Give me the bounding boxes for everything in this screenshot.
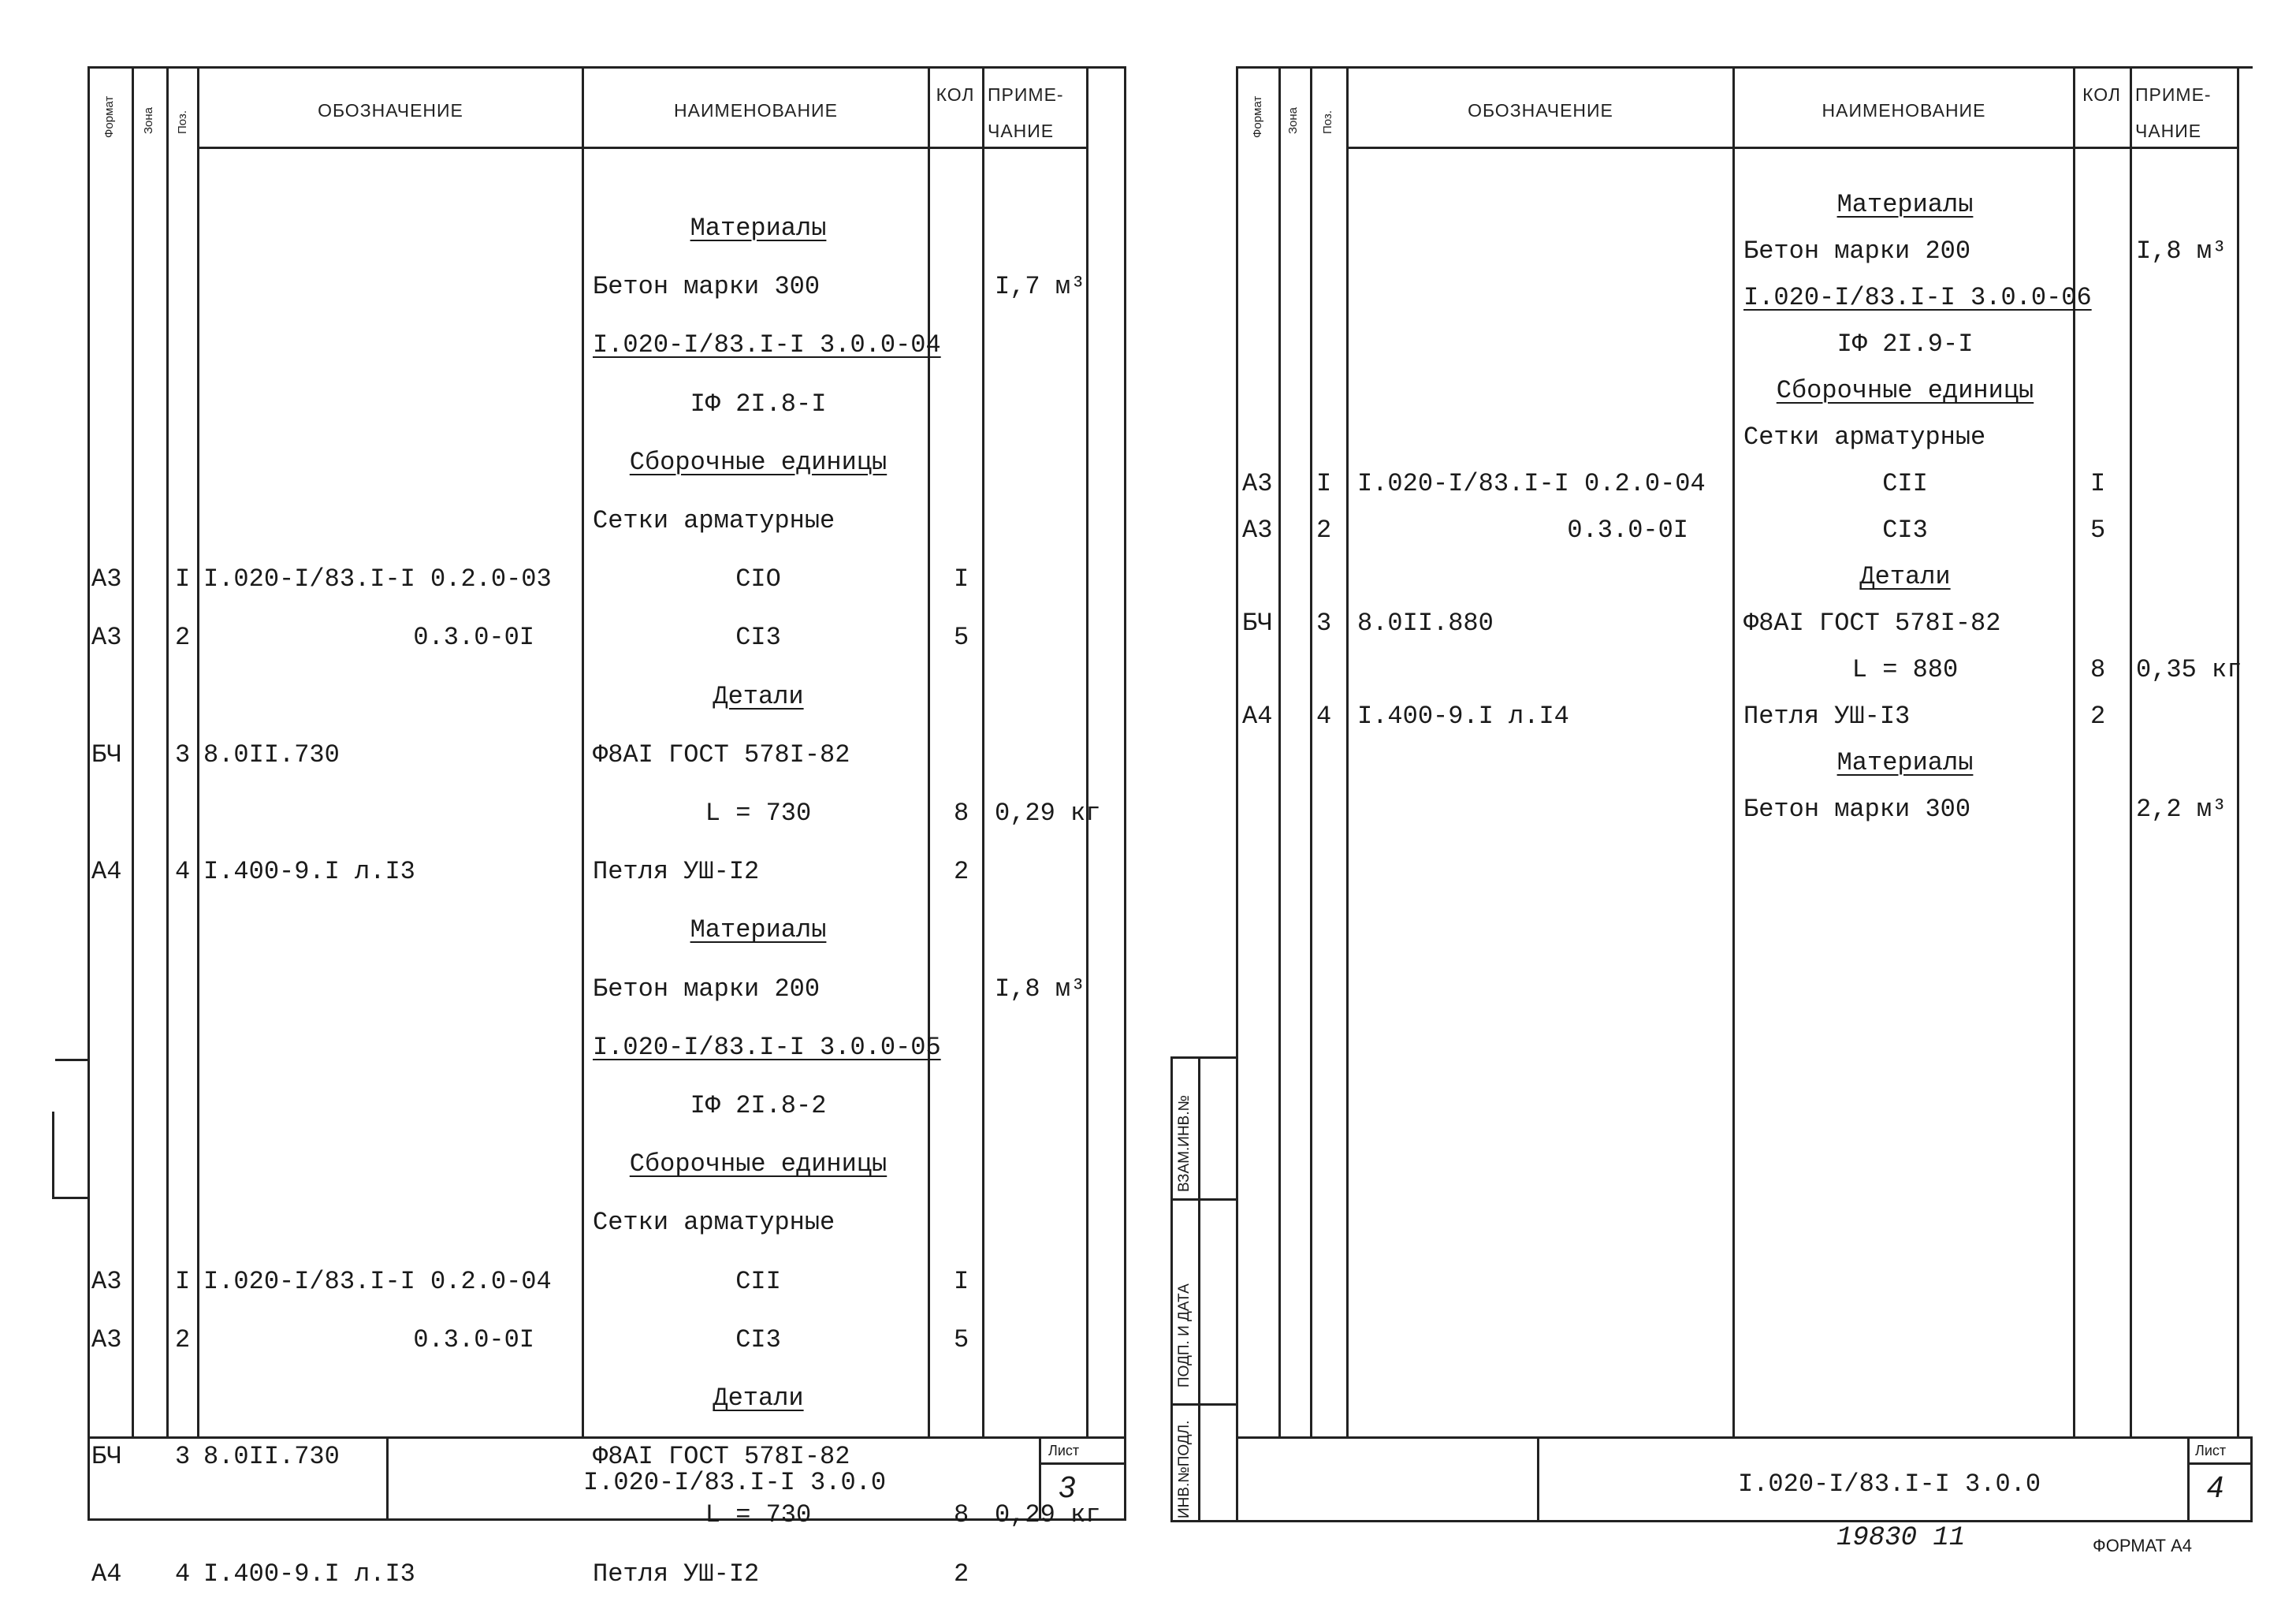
header-pos: Поз. [1321,110,1334,134]
cell-designation: I.020-I/83.I-I 0.2.0-03 [203,564,552,594]
cell-designation: I.400-9.I л.I4 [1357,702,1569,731]
cell-position: 4 [1316,702,1332,731]
cell-name: СI3 [1882,516,1928,545]
cell-name: Петля УШ-I2 [593,1559,760,1589]
cell-designation: 0.3.0-0I [1567,516,1688,545]
cell-quantity: I [954,1266,969,1296]
cell-name: Сетки арматурные [1743,423,1986,452]
cell-name: Бетон марки 300 [1743,795,1971,824]
cell-quantity: 8 [954,799,969,828]
cell-position: I [175,564,191,594]
cell-name: Сборочные единицы [1776,376,2034,405]
cell-quantity: 2 [2090,702,2106,731]
cell-name: СII [1882,469,1928,498]
stamp-sign-date: ПОДП. И ДАТА [1176,1283,1193,1388]
cell-name: Петля УШ-I2 [593,857,760,887]
cell-note: I,8 м³ [2136,237,2227,266]
doc-code: I.020-I/83.I-I 3.0.0 [583,1468,887,1497]
cell-position: I [1316,469,1332,498]
cell-position: 4 [175,1559,191,1589]
cell-name: Материалы [1836,748,1974,777]
cell-quantity: 2 [954,857,969,887]
cell-position: I [175,1266,191,1296]
cell-note: 0,29 кг [995,1500,1101,1530]
header-designation: ОБОЗНАЧЕНИЕ [318,99,463,121]
sheet-label: Лист [1048,1443,1080,1458]
cell-designation: 0.3.0-0I [413,1324,534,1354]
cell-name: L = 730 [705,799,812,828]
header-pos: Поз. [176,110,189,134]
header-name: НАИМЕНОВАНИЕ [1822,99,1986,121]
header-qty: КОЛ [2082,84,2121,105]
cell-format: А3 [91,1266,122,1296]
cell-format: А3 [1242,469,1273,498]
cell-name: СI3 [735,623,781,653]
cell-name: Детали [1859,562,1951,591]
cell-name: СII [735,1266,781,1296]
cell-format: А4 [91,857,122,887]
cell-name: Материалы [1836,190,1974,219]
header-format: Формат [102,95,116,138]
cell-format: БЧ [1242,609,1273,638]
cell-name: Ф8АI ГОСТ 578I-82 [1743,609,2001,638]
cell-note: 0,29 кг [995,799,1101,828]
cell-quantity: 8 [2090,655,2106,684]
header-designation: ОБОЗНАЧЕНИЕ [1468,99,1613,121]
format-label: ФОРМАТ А4 [2093,1536,2193,1555]
cell-designation: 8.0II.730 [203,739,340,769]
cell-format: БЧ [91,739,122,769]
cell-position: 3 [175,739,191,769]
cell-name: Сборочные единицы [629,447,888,477]
cell-format: А4 [1242,702,1273,731]
cell-designation: 8.0II.730 [203,1442,340,1472]
cell-name: СI3 [735,1324,781,1354]
cell-designation: I.020-I/83.I-I 0.2.0-04 [203,1266,552,1296]
cell-name: Петля УШ-I3 [1743,702,1911,731]
cell-name: IФ 2I.8-2 [690,1091,827,1120]
cell-note: I,8 м³ [995,974,1086,1004]
cell-name: I.020-I/83.I-I 3.0.0-05 [593,1032,941,1062]
cell-format: А3 [91,1324,122,1354]
sheet-number: 3 [1059,1471,1076,1504]
cell-name: Бетон марки 200 [1743,237,1971,266]
cell-position: 3 [1316,609,1332,638]
cell-name: Материалы [690,915,827,945]
cell-name: Бетон марки 200 [593,974,821,1004]
cell-name: I.020-I/83.I-I 3.0.0-06 [1743,283,2092,312]
cell-name: Сетки арматурные [593,506,835,535]
stamp-inv-no: ИНВ.№ПОДЛ. [1176,1420,1193,1518]
cell-name: Ф8АI ГОСТ 578I-82 [593,739,850,769]
cell-quantity: 5 [954,1324,969,1354]
header-zone: Зона [142,106,155,134]
cell-quantity: I [954,564,969,594]
header-zone: Зона [1286,106,1300,134]
header-note-2: ЧАНИЕ [2135,120,2202,141]
cell-designation: 0.3.0-0I [413,623,534,653]
cell-name: Детали [713,681,804,711]
cell-designation: I.400-9.I л.I3 [203,1559,415,1589]
doc-code: I.020-I/83.I-I 3.0.0 [1738,1470,2041,1499]
cell-format: А3 [1242,516,1273,545]
cell-note: 0,35 кг [2136,655,2242,684]
header-format: Формат [1251,95,1264,138]
cell-name: IФ 2I.8-I [690,389,827,419]
cell-designation: I.020-I/83.I-I 0.2.0-04 [1357,469,1706,498]
cell-quantity: I [2090,469,2106,498]
archive-number: 19830 11 [1836,1523,1966,1553]
stamp-replace-inv: ВЗАМ.ИНВ.№ [1176,1094,1193,1192]
cell-note: I,7 м³ [995,272,1086,302]
cell-designation: 8.0II.880 [1357,609,1494,638]
cell-name: СIО [735,564,781,594]
cell-position: 2 [175,623,191,653]
cell-name: Детали [713,1384,804,1413]
cell-format: А3 [91,564,122,594]
cell-format: А4 [91,1559,122,1589]
cell-name: L = 880 [1851,655,1959,684]
cell-name: IФ 2I.9-I [1836,330,1974,359]
sheet-number: 4 [2207,1471,2224,1504]
cell-quantity: 5 [2090,516,2106,545]
cell-name: Сборочные единицы [629,1149,888,1179]
cell-position: 4 [175,857,191,887]
header-note-1: ПРИМЕ- [988,84,1064,105]
cell-format: А3 [91,623,122,653]
cell-name: Материалы [690,214,827,243]
header-name: НАИМЕНОВАНИЕ [674,99,838,121]
cell-name: Ф8АI ГОСТ 578I-82 [593,1442,850,1472]
cell-position: 2 [175,1324,191,1354]
header-note-1: ПРИМЕ- [2135,84,2212,105]
header-qty: КОЛ [936,84,975,105]
cell-quantity: 8 [954,1500,969,1530]
cell-note: 2,2 м³ [2136,795,2227,824]
cell-name: I.020-I/83.I-I 3.0.0-04 [593,330,941,360]
cell-designation: I.400-9.I л.I3 [203,857,415,887]
cell-position: 3 [175,1442,191,1472]
header-note-2: ЧАНИЕ [988,120,1055,141]
cell-name: Сетки арматурные [593,1208,835,1238]
cell-quantity: 2 [954,1559,969,1589]
cell-quantity: 5 [954,623,969,653]
cell-name: Бетон марки 300 [593,272,821,302]
cell-name: L = 730 [705,1500,812,1530]
sheet-label: Лист [2195,1443,2227,1458]
cell-position: 2 [1316,516,1332,545]
cell-format: БЧ [91,1442,122,1472]
